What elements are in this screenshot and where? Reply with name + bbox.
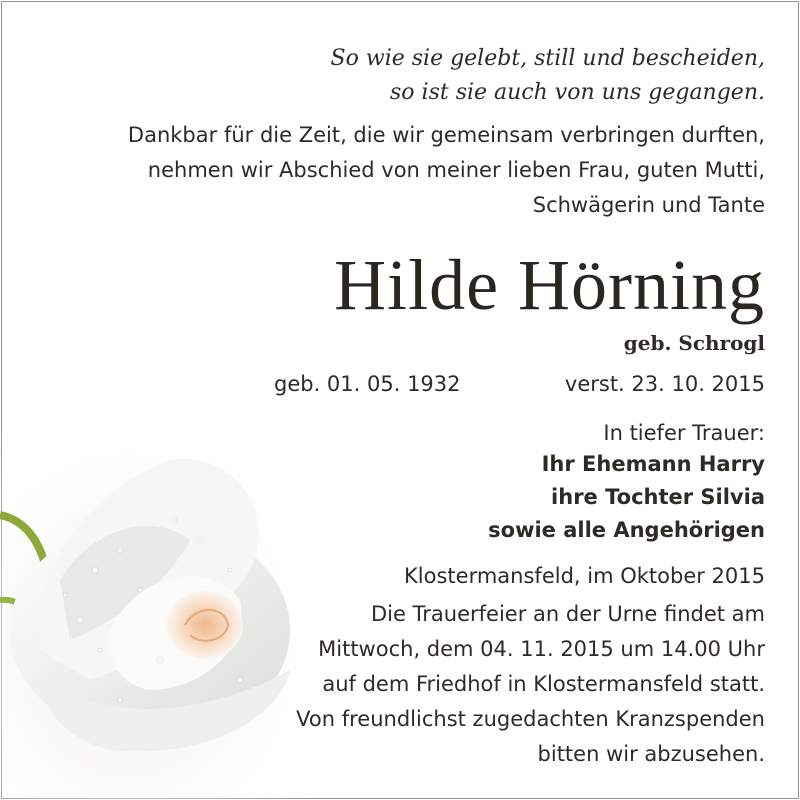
funeral-line-5: bitten wir abzusehen. (537, 742, 765, 766)
funeral-line-1: Die Trauerfeier an der Urne findet am (370, 602, 765, 626)
funeral-line-4: Von freundlichst zugedachten Kranzspenden (296, 707, 765, 731)
death-date: verst. 23. 10. 2015 (564, 372, 765, 396)
funeral-line-3: auf dem Friedhof in Klostermansfeld statt. (322, 672, 765, 696)
mourners-intro: In tiefer Trauer: (603, 421, 765, 445)
funeral-line-2: Mittwoch, dem 04. 11. 2015 um 14.00 Uhr (318, 637, 765, 661)
place-date: Klostermansfeld, im Oktober 2015 (404, 564, 765, 588)
thanks-line-2: nehmen wir Abschied von meiner lieben Frau, guten Mutti, (147, 158, 765, 182)
thanks-line-1: Dankbar für die Zeit, die wir gemeinsam verbringen durften, (127, 123, 765, 147)
mourner-daughter: ihre Tochter Silvia (551, 485, 765, 509)
mourner-relatives: sowie alle Angehörigen (488, 518, 765, 542)
birth-date: geb. 01. 05. 1932 (274, 372, 461, 396)
intro-verse-line-1: So wie sie gelebt, still und bescheiden, (330, 46, 765, 71)
white-rose-image (0, 420, 320, 800)
deceased-name: Hilde Hörning (334, 245, 765, 325)
thanks-line-3: Schwägerin und Tante (532, 193, 765, 217)
maiden-name: geb. Schrogl (623, 331, 765, 355)
mourner-husband: Ihr Ehemann Harry (541, 452, 765, 476)
intro-verse-line-2: so ist sie auch von uns gegangen. (390, 80, 765, 105)
